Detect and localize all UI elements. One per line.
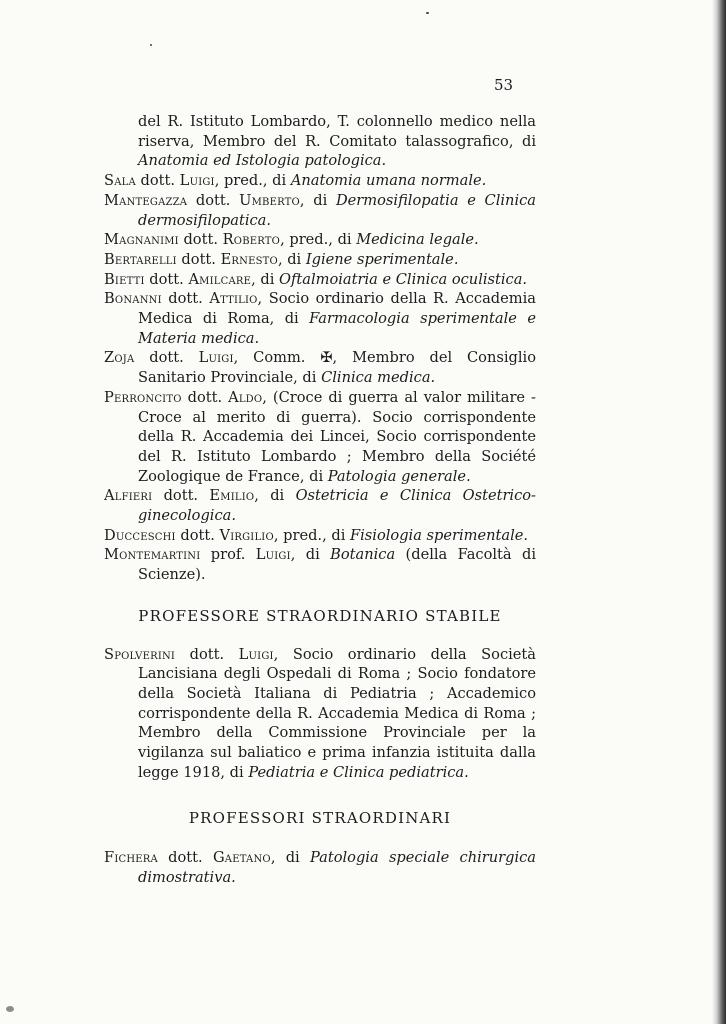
list-item	[104, 250, 536, 270]
list-item	[104, 545, 536, 584]
subject-text: Medicina legale.	[356, 231, 479, 249]
entry-text: , Comm. ✠, Membro del Consiglio Sanitario Provinciale, di	[138, 349, 536, 387]
entries-ordinari	[104, 112, 536, 585]
entry-text: dott.	[176, 250, 221, 268]
entry-text: , di	[277, 250, 306, 268]
name-text: Fichera	[104, 849, 158, 867]
list-item	[104, 171, 536, 191]
entry-text: dott.	[157, 849, 213, 867]
entry-text: , di	[254, 487, 296, 505]
name-text: Emilio	[209, 487, 255, 505]
list-item	[104, 848, 536, 887]
entry-text: dott.	[181, 388, 229, 406]
subject-text: Igiene sperimentale.	[305, 250, 459, 268]
name-text: Montemartini	[104, 546, 201, 564]
list-item	[104, 191, 536, 230]
entry-text: dott.	[187, 191, 240, 209]
entries-stabile	[104, 645, 536, 783]
name-text: Zoja	[104, 349, 135, 367]
page-number: 53	[494, 76, 514, 94]
list-item	[104, 289, 536, 348]
entry-text: , di	[299, 191, 336, 209]
list-item	[104, 270, 536, 290]
list-item	[104, 645, 536, 783]
entry-text: dott.	[161, 290, 210, 308]
entry-text: , Socio ordinario della Società Lancisiana degli Ospedali di Roma ; Socio fondatore della Società Italiana di Pediatria ; Accademico corrispondente della R. Accademia Medica di Roma ; Membro della Commissione Provinciale per la vigilanza sul baliatico e prima infanzia istituita dalla legge 1918, di	[138, 645, 536, 781]
subject-text: Ostetricia e Clinica Ostetrico-ginecologica.	[138, 487, 536, 525]
name-text: Ducceschi	[104, 526, 176, 544]
list-item	[104, 388, 536, 487]
name-text: Sala	[104, 172, 136, 190]
entry-text: , di	[251, 270, 280, 288]
scan-speck	[426, 12, 429, 14]
scan-speck	[150, 44, 152, 46]
name-text: Ernesto	[220, 250, 278, 268]
name-text: Roberto	[222, 231, 281, 249]
section-heading-stabile: PROFESSORE STRAORDINARIO STABILE	[138, 606, 502, 625]
subject-text: Oftalmoiatria e Clinica oculistica.	[279, 270, 528, 288]
name-text: Gaetano	[212, 849, 271, 867]
entry-text: , (Croce di guerra al valor militare - Croce al merito di guerra). Socio corrispondente della R. Accademia dei Lincei, Socio corrispondente del R. Istituto Lombardo ; Membro della Société Zoologique de France, di	[138, 388, 536, 485]
name-text: Spolverini	[104, 645, 176, 663]
name-text: Luigi	[198, 349, 234, 367]
entry-text: dott.	[175, 645, 239, 663]
subject-text: Anatomia ed Istologia patologica.	[138, 152, 387, 170]
entry-text: dott.	[175, 526, 220, 544]
list-item	[104, 348, 536, 387]
name-text: Perroncito	[104, 388, 182, 406]
entries-straordinari	[104, 848, 536, 887]
name-text: Bietti	[104, 270, 145, 288]
entry-text: , di	[270, 849, 310, 867]
entry-text: dott.	[152, 487, 210, 505]
entry-text: dott.	[144, 270, 189, 288]
subject-text: Fisiologia sperimentale.	[350, 526, 529, 544]
list-item	[104, 230, 536, 250]
subject-text: Pediatria e Clinica pediatrica.	[248, 763, 469, 781]
name-text: Virgilio	[219, 526, 274, 544]
name-text: Umberto	[239, 191, 300, 209]
subject-text: Clinica medica.	[321, 369, 436, 387]
name-text: Magnanimi	[104, 231, 179, 249]
name-text: Luigi	[179, 172, 215, 190]
subject-text: Anatomia umana normale.	[290, 172, 487, 190]
subject-text: Dermosifilopatia e Clinica dermosifilopatica.	[138, 191, 536, 229]
name-text: Attilio	[209, 290, 258, 308]
subject-text: Farmacologia sperimentale e Materia medica.	[138, 310, 536, 347]
name-text: Aldo	[228, 388, 263, 406]
section-heading-straordinari: PROFESSORI STRAORDINARI	[188, 808, 452, 827]
page-content	[104, 112, 536, 888]
entry-text: dott.	[178, 231, 223, 249]
name-text: Bonanni	[104, 290, 162, 308]
list-item	[104, 526, 536, 546]
name-text: Luigi	[238, 645, 274, 663]
name-text: Luigi	[255, 546, 291, 564]
entry-text: dott.	[135, 172, 180, 190]
entry-text: dott.	[134, 349, 199, 367]
name-text: Mantegazza	[104, 191, 188, 209]
name-text: Bertarelli	[104, 250, 177, 268]
entry-text: , pred., di	[273, 526, 350, 544]
entry-text: , pred., di	[214, 172, 291, 190]
entry-text: del R. Istituto Lombardo, T. colonnello medico nella riserva, Membro del R. Comitato talassografico, di	[138, 113, 536, 150]
scan-speck	[6, 1006, 14, 1012]
list-item	[104, 112, 536, 171]
subject-text: Patologia speciale chirurgica dimostrativa.	[138, 849, 536, 886]
entry-text: , Socio ordinario della R. Accademia Medica di Roma, di	[138, 290, 536, 328]
name-text: Amilcare	[188, 270, 252, 288]
entry-text: (della Facoltà di Scienze).	[138, 546, 536, 584]
entry-text: prof.	[200, 546, 256, 564]
subject-text: Botanica	[330, 546, 396, 564]
list-item	[104, 486, 536, 525]
entry-text: , di	[290, 546, 331, 564]
subject-text: Patologia generale.	[327, 467, 471, 485]
scanned-page-edge	[712, 0, 726, 1024]
entry-text: , pred., di	[280, 231, 357, 249]
name-text: Alfieri	[104, 487, 153, 505]
